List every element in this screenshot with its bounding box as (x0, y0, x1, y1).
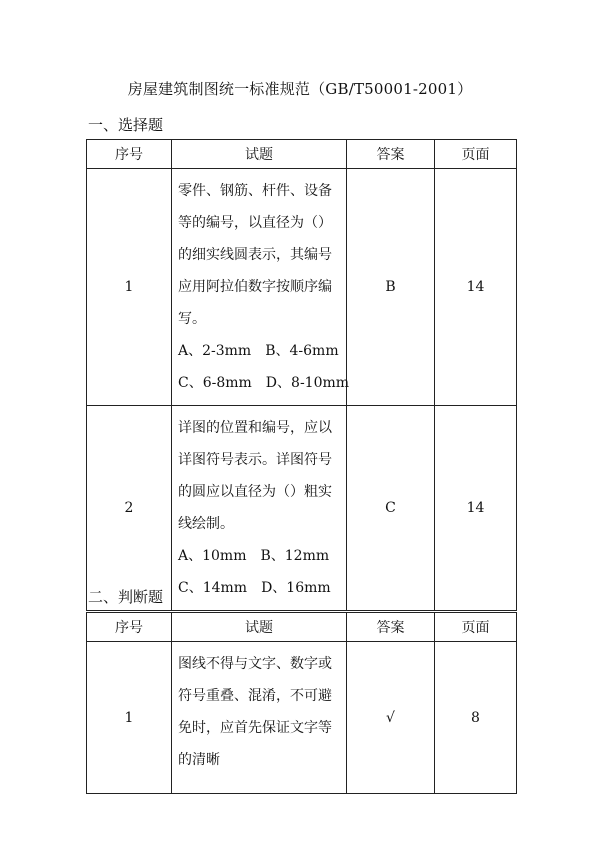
row-answer: √ (347, 642, 435, 794)
row-question-cell (172, 169, 350, 406)
row-page: 8 (435, 642, 517, 794)
options-line: A、10mm B、12mm (178, 548, 330, 564)
true-false-table (86, 612, 517, 794)
options-line: C、14mm D、16mm (178, 580, 331, 596)
question-text: 零件、钢筋、杆件、设备等的编号，以直径为（）的细实线圆表示，其编号应用阿拉伯数字按顺序编写。 (178, 183, 332, 327)
table-row (87, 169, 517, 406)
row-answer: B (347, 169, 435, 406)
question-text: 图线不得与文字、数字或符号重叠、混淆，不可避免时，应首先保证文字等的清晰 (178, 656, 332, 768)
header-question: 试题 (172, 613, 347, 642)
options-line: A、2-3mm B、4-6mm (178, 343, 339, 359)
header-no: 序号 (87, 613, 172, 642)
table-row (87, 406, 517, 611)
document-title: 房屋建筑制图统一标准规范（GB/T50001-2001） (127, 80, 473, 98)
row-page: 14 (435, 406, 517, 611)
question-text: 详图的位置和编号，应以详图符号表示。详图符号的圆应以直径为（）粗实线绘制。 (178, 420, 332, 532)
header-page: 页面 (435, 613, 517, 642)
options-line: C、6-8mm D、8-10mm (178, 375, 350, 391)
header-question: 试题 (172, 140, 347, 169)
section-heading-true-false: 二、判断题 (88, 588, 164, 606)
row-no: 2 (87, 406, 172, 611)
header-no: 序号 (87, 140, 172, 169)
header-answer: 答案 (347, 613, 435, 642)
table-row (87, 642, 517, 794)
header-page: 页面 (435, 140, 517, 169)
row-answer: C (347, 406, 435, 611)
row-no: 1 (87, 642, 172, 794)
section-heading-multiple-choice: 一、选择题 (88, 116, 164, 134)
table-header-row (87, 613, 517, 642)
header-answer: 答案 (347, 140, 435, 169)
multiple-choice-table (86, 139, 517, 611)
row-no: 1 (87, 169, 172, 406)
row-question-cell (172, 406, 347, 611)
row-question-cell (172, 642, 347, 794)
table-header-row (87, 140, 517, 169)
row-page: 14 (435, 169, 517, 406)
